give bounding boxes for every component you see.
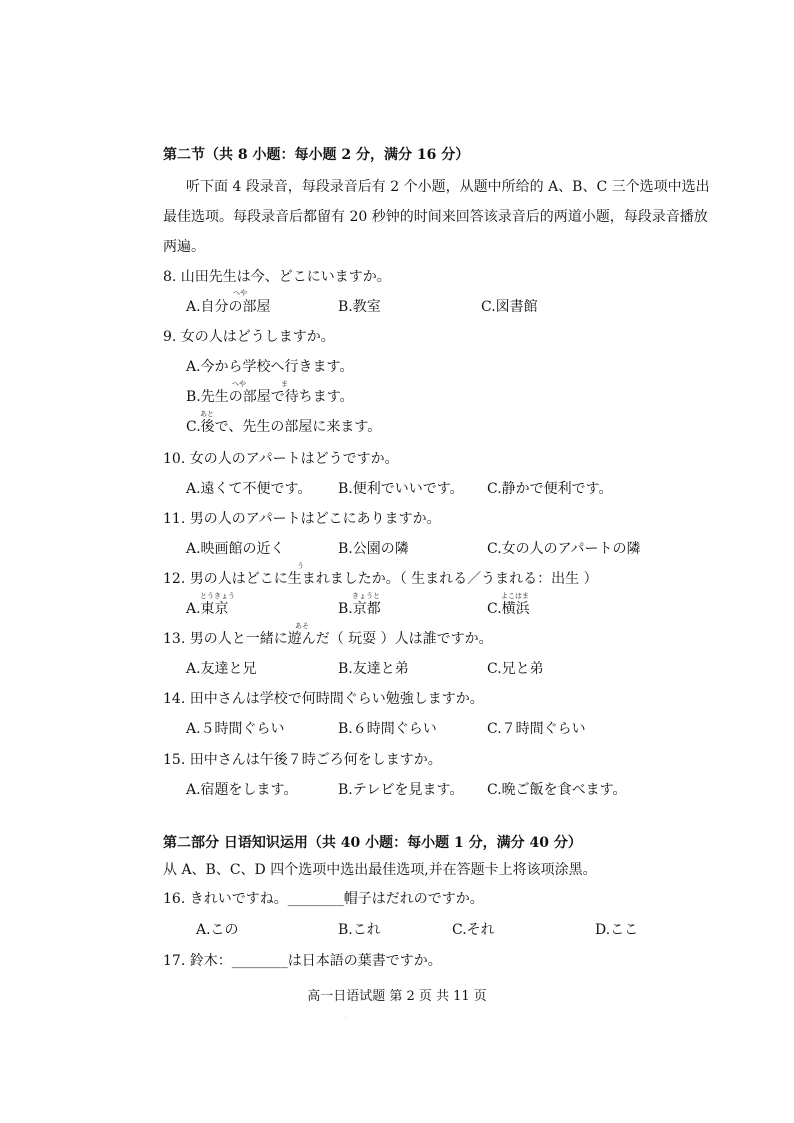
q12-option-a: A.東京	[186, 601, 229, 617]
instruction-line-2: 最佳选项。每段录音后都留有 20 秒钟的时间来回答该录音后的两道小题，每段录音播放	[163, 209, 708, 225]
question-9: 9. 女の人はどうしますか。	[163, 329, 335, 345]
ruby-u: う	[297, 562, 304, 570]
instruction-line-1: 听下面 4 段录音，每段录音后有 2 个小题，从题中所给的 A、B、C 三个选项中选出	[186, 179, 710, 195]
question-11: 11. 男の人のアパートはどこにありますか。	[163, 511, 441, 527]
question-16: 16. きれいですね。________帽子はだれのですか。	[163, 891, 484, 907]
q10-option-b: B.便利でいいです。	[338, 481, 464, 497]
q8-option-c: C.図書館	[481, 299, 538, 315]
part2-heading: 第二部分 日语知识运用（共 40 小题：每小题 1 分，满分 40 分）	[163, 835, 582, 851]
q13-option-a: A.友達と兄	[186, 661, 257, 677]
question-10: 10. 女の人のアパートはどうですか。	[163, 451, 399, 467]
q13-option-b: B.友達と弟	[338, 661, 409, 677]
q14-option-b: B.６時間ぐらい	[338, 721, 437, 737]
ruby-toukyou: とうきょう	[200, 592, 235, 600]
q9-option-a: A.今から学校へ行きます。	[186, 359, 354, 375]
page-footer: 高一日语试题 第 2 页 共 11 页	[307, 989, 487, 1004]
q15-option-a: A.宿題をします。	[186, 782, 298, 798]
ruby-heya-2: へや	[232, 380, 246, 388]
ruby-heya-1: へや	[233, 289, 247, 297]
ruby-aso: あそ	[295, 622, 309, 630]
q12-option-b: B.京都	[338, 601, 381, 617]
q11-option-c: C.女の人のアパートの隣	[487, 541, 641, 557]
q11-option-a: A.映画館の近く	[186, 541, 285, 557]
q15-option-c: C.晩ご飯を食べます。	[487, 782, 627, 798]
instruction-line-3: 两遍。	[163, 239, 205, 255]
question-12: 12. 男の人はどこに生まれましたか。（ 生まれる／うまれる：出生 ）	[163, 571, 598, 587]
question-17: 17. 鈴木：________は日本語の葉書ですか。	[163, 953, 442, 969]
q10-option-c: C.静かで便利です。	[487, 481, 613, 497]
ruby-kyouto: きょうと	[352, 592, 380, 600]
q16-option-a: A.この	[196, 922, 239, 938]
ruby-yokohama: よこはま	[501, 592, 529, 600]
question-14: 14. 田中さんは学校で何時間ぐらい勉強しますか。	[163, 691, 484, 707]
q16-option-b: B.これ	[338, 922, 381, 938]
question-15: 15. 田中さんは午後７時ごろ何をしますか。	[163, 752, 442, 768]
q15-option-b: B.テレビを見ます。	[338, 782, 464, 798]
q9-option-b: B.先生の部屋で待ちます。	[186, 389, 354, 405]
q11-option-b: B.公園の隣	[338, 541, 409, 557]
scan-speck: ·	[345, 1015, 347, 1022]
ruby-ma: ま	[281, 380, 288, 388]
q12-option-c: C.横浜	[487, 601, 530, 617]
q14-option-a: A.５時間ぐらい	[186, 721, 285, 737]
ruby-ato: あと	[200, 410, 214, 418]
part2-instructions: 从 A、B、C、D 四个选项中选出最佳选项,并在答题卡上将该项涂黑。	[163, 862, 597, 878]
q16-option-d: D.ここ	[595, 922, 639, 938]
q13-option-c: C.兄と弟	[487, 661, 544, 677]
q8-option-b: B.教室	[338, 299, 381, 315]
q9-option-c: C.後で、先生の部屋に来ます。	[186, 419, 382, 435]
question-8: 8. 山田先生は今、どこにいますか。	[163, 269, 391, 285]
question-13: 13. 男の人と一緒に遊んだ（ 玩耍 ）人は誰ですか。	[163, 631, 493, 647]
q8-option-a: A.自分の部屋	[186, 299, 271, 315]
section2-heading: 第二节（共 8 小题：每小题 2 分，满分 16 分）	[163, 147, 470, 163]
q16-option-c: C.それ	[452, 922, 495, 938]
q14-option-c: C.７時間ぐらい	[487, 721, 586, 737]
q10-option-a: A.遠くて不便です。	[186, 481, 312, 497]
